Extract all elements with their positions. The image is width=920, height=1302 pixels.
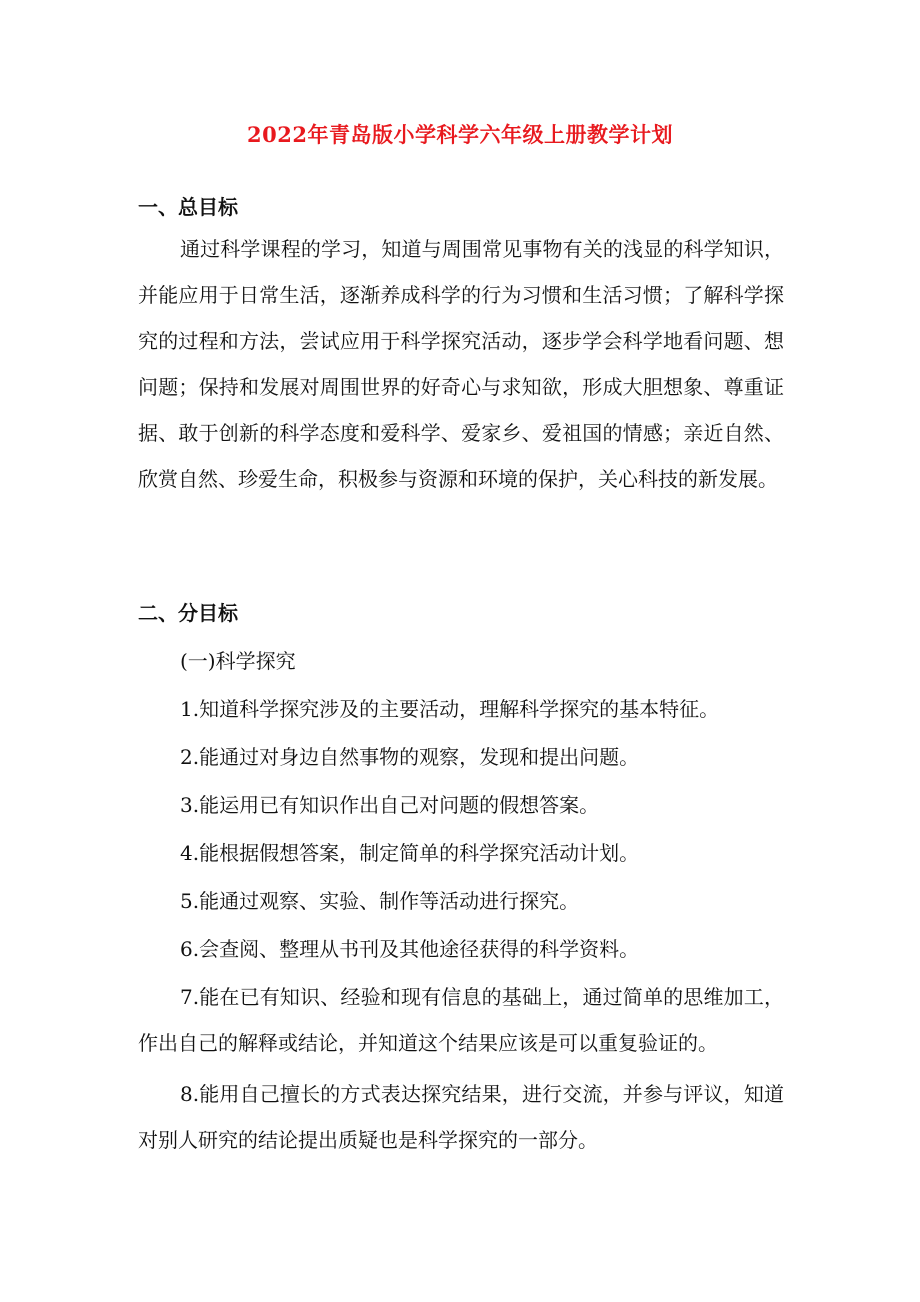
list-item: 2.能通过对身边自然事物的观察，发现和提出问题。 <box>180 745 640 769</box>
document-title: 2022年青岛版小学科学六年级上册教学计划 <box>247 122 673 147</box>
list-item: 6.会查阅、整理从书刊及其他途径获得的科学资料。 <box>180 937 640 961</box>
list-item: 4.能根据假想答案，制定简单的科学探究活动计划。 <box>180 841 640 865</box>
overall-goals-paragraph: 通过科学课程的学习，知道与周围常见事物有关的浅显的科学知识，并能应用于日常生活，逐渐养成科学的行为习惯和生活习惯；了解科学探究的过程和方法，尝试应用于科学探究活动，逐步学会科学地看问题、想问题；保持和发展对周围世界的好奇心与求知欲，形成大胆想象、尊重证据、敢于创新的科学态度和爱科学、爱家乡、爱祖国的情感；亲近自然、欣赏自然、珍爱生命，积极参与资源和环境的保护，关心科技的新发展。 <box>138 237 784 491</box>
list-item: 7.能在已有知识、经验和现有信息的基础上，通过简单的思维加工，作出自己的解释或结论，并知道这个结果应该是可以重复验证的。 <box>138 985 784 1055</box>
list-item: 1.知道科学探究涉及的主要活动，理解科学探究的基本特征。 <box>180 697 720 721</box>
subheading-scientific-inquiry: (一)科学探究 <box>180 649 296 673</box>
section-heading-overall-goals: 一、总目标 <box>138 195 238 219</box>
list-item: 8.能用自己擅长的方式表达探究结果，进行交流，并参与评议，知道对别人研究的结论提出质疑也是科学探究的一部分。 <box>138 1082 784 1152</box>
list-item: 3.能运用已有知识作出自己对问题的假想答案。 <box>180 793 600 817</box>
list-item: 5.能通过观察、实验、制作等活动进行探究。 <box>180 889 580 913</box>
section-heading-sub-goals: 二、分目标 <box>138 601 238 625</box>
